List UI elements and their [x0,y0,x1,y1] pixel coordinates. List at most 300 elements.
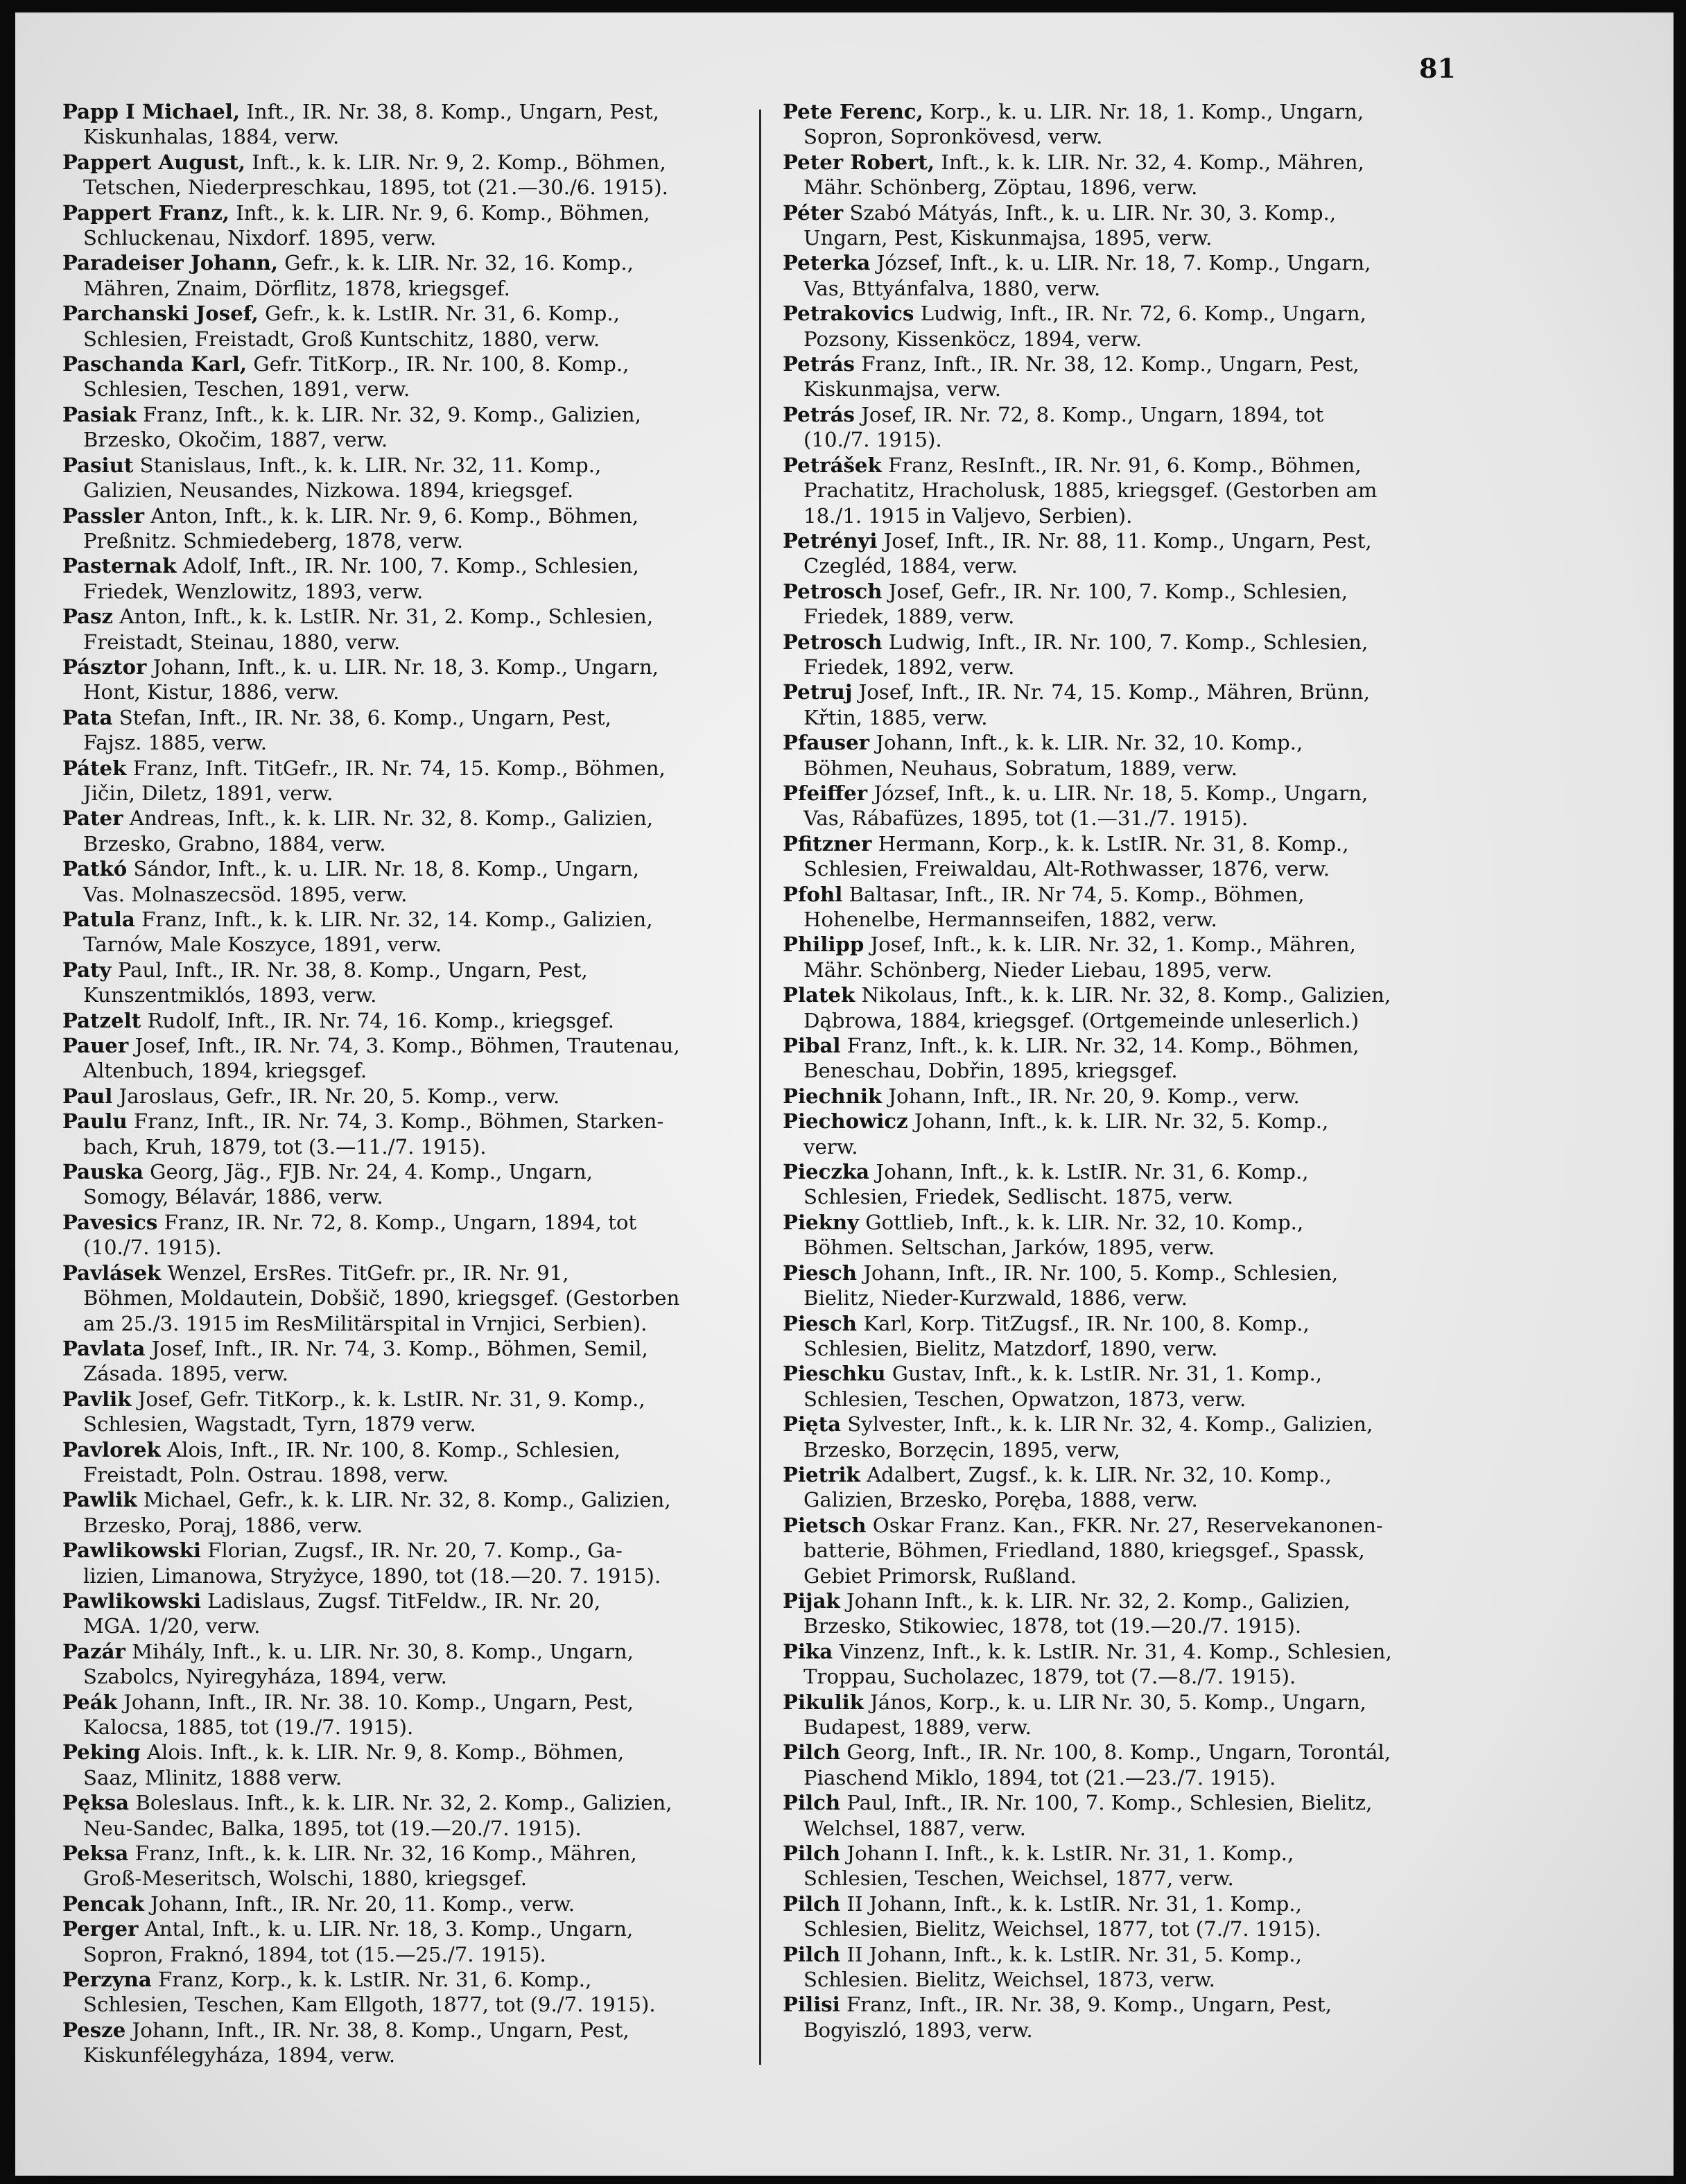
entry-details: Hermann, Korp., k. k. LstIR. Nr. 31, 8. Komp., [878,831,1349,856]
entry-details: Antal, Inft., k. u. LIR. Nr. 18, 3. Komp., Ungarn, [144,1917,634,1941]
entry-continuation: (10./7. 1915). [803,428,942,452]
list-entry [783,882,1483,933]
entry-first-line [62,705,763,730]
entry-first-line [783,1992,1483,2017]
entry-details: Gustav, Inft., k. k. LstIR. Nr. 31, 1. Komp., [892,1362,1323,1386]
entry-first-line [62,553,763,578]
entry-name: Pencak [62,1891,144,1916]
list-entry [783,630,1483,680]
entry-details: Franz, IR. Nr. 72, 8. Komp., Ungarn, 1894, tot [164,1210,637,1234]
list-entry [62,1538,763,1588]
list-entry [783,402,1483,453]
entry-first-line [783,99,1483,124]
entry-continuation: Böhmen, Moldautein, Dobšič, 1890, kriegsgef. (Gestorben [83,1286,680,1310]
entry-name: Piechowicz [783,1109,908,1134]
entry-details: János, Korp., k. u. LIR Nr. 30, 5. Komp., Ungarn, [870,1690,1366,1714]
entry-continuation: Mähr. Schönberg, Zöptau, 1896, verw. [803,175,1198,200]
entry-details: Franz, Korp., k. k. LstIR. Nr. 31, 6. Komp., [158,1968,592,1992]
entry-details: Inft., k. k. LIR. Nr. 32, 4. Komp., Mähren, [941,150,1364,174]
entry-first-line [783,1412,1483,1437]
entry-continuation: Somogy, Bélavár, 1886, verw. [83,1185,383,1209]
entry-first-line [783,200,1483,225]
entry-continuation: Freistadt, Poln. Ostrau. 1898, verw. [83,1462,449,1487]
entry-continuation: Zásada. 1895, verw. [83,1362,289,1386]
list-entry [783,982,1483,1033]
list-entry [783,1790,1483,1841]
entry-name: Pasiak [62,402,137,426]
list-entry [62,250,763,301]
entry-first-line [783,301,1483,326]
entry-details: Johann, Inft., k. k. LIR. Nr. 32, 5. Komp., [914,1109,1329,1134]
entry-details: Franz, ResInft., IR. Nr. 91, 6. Komp., Böhmen, [888,453,1362,477]
entry-name: Pęksa [62,1791,130,1815]
left-column [62,99,763,2068]
entry-name: Philipp [783,933,864,957]
entry-details: Oskar Franz. Kan., FKR. Nr. 27, Reservekanonen- [872,1513,1383,1537]
entry-name: Peksa [62,1841,129,1866]
entry-name: Pilch [783,1740,841,1765]
entry-details: Gefr. TitKorp., IR. Nr. 100, 8. Komp., [253,352,629,376]
list-entry [783,579,1483,630]
entry-first-line [62,200,763,225]
entry-name: Piesch [783,1311,858,1335]
entry-first-line [783,453,1483,478]
entry-continuation: Schlesien, Freiwaldau, Alt-Rothwasser, 1876, verw. [803,857,1330,881]
entry-continuation: Welchsel, 1887, verw. [803,1816,1026,1840]
entry-continuation: Brzesko, Stikowiec, 1878, tot (19.—20./7. 1915). [803,1614,1302,1638]
list-entry [783,679,1483,730]
entry-first-line [62,150,763,175]
entry-name: Pete Ferenc, [783,100,923,123]
entry-details: II Johann, Inft., k. k. LstIR. Nr. 31, 5. Komp., [846,1942,1302,1966]
entry-first-line [783,1210,1483,1235]
list-entry [783,1513,1483,1588]
entry-first-line [783,579,1483,604]
entry-name: Pauer [62,1034,129,1058]
entry-continuation: Friedek, Wenzlowitz, 1893, verw. [83,579,424,603]
entry-details: Korp., k. u. LIR. Nr. 18, 1. Komp., Ungarn, [930,100,1364,123]
entry-details: Franz, Inft., k. k. LIR. Nr. 32, 9. Komp., Galizien, [143,402,641,426]
entry-first-line [783,1588,1483,1613]
entry-name: Pater [62,806,123,831]
list-entry [62,1790,763,1841]
entry-name: Pilch [783,1841,841,1866]
entry-first-line [62,1487,763,1512]
entry-details: Gottlieb, Inft., k. k. LIR. Nr. 32, 10. Komp., [865,1210,1304,1234]
list-entry [783,150,1483,200]
entry-details: Nikolaus, Inft., k. k. LIR. Nr. 32, 8. Komp., Galizien, [861,983,1391,1007]
entry-name: Papp I Michael, [62,100,240,123]
list-entry [783,1639,1483,1690]
list-entry [62,705,763,756]
entry-first-line [783,1462,1483,1487]
entry-details: Mihály, Inft., k. u. LIR. Nr. 30, 8. Komp., Ungarn, [132,1639,634,1663]
list-entry [62,402,763,453]
document-page [15,12,1674,2176]
list-entry [62,604,763,655]
entry-name: Pawlikowski [62,1539,201,1563]
entry-first-line [783,352,1483,376]
entry-name: Pásztor [62,655,147,679]
entry-details: Sándor, Inft., k. u. LIR. Nr. 18, 8. Komp., Ungarn, [133,857,639,881]
entry-details: Ludwig, Inft., IR. Nr. 72, 6. Komp., Ungarn, [920,302,1366,326]
entry-name: Passler [62,503,144,528]
list-entry [62,1008,763,1033]
entry-details: Johann, Inft., IR. Nr. 100, 5. Komp., Schlesien, [863,1260,1339,1285]
list-entry [62,856,763,907]
list-entry [62,806,763,856]
entry-continuation: Altenbuch, 1894, kriegsgef. [83,1059,367,1083]
entry-first-line [62,1588,763,1613]
entry-details: Johann, Inft., IR. Nr. 20, 11. Komp., verw. [150,1891,575,1916]
list-entry [62,99,763,150]
entry-details: Josef, Inft., k. k. LIR. Nr. 32, 1. Komp., Mähren, [870,933,1356,957]
list-entry [783,528,1483,579]
entry-details: Josef, Inft., IR. Nr. 74, 15. Komp., Mähren, Brünn, [858,680,1371,704]
list-entry [62,200,763,251]
entry-first-line [783,781,1483,806]
entry-name: Pfitzner [783,831,872,856]
entry-name: Pilch [783,1891,841,1916]
list-entry [783,932,1483,982]
entry-name: Pavlata [62,1336,146,1360]
entry-details: Franz, Inft., IR. Nr. 74, 3. Komp., Böhmen, Starken- [133,1109,664,1134]
entry-details: Franz, Inft., IR. Nr. 38, 9. Komp., Ungarn, Pest, [846,1993,1332,2017]
entry-details: József, Inft., k. u. LIR. Nr. 18, 5. Komp., Ungarn, [874,781,1368,805]
entry-name: Pika [783,1639,833,1663]
list-entry [62,957,763,1008]
list-entry [62,1109,763,1159]
entry-continuation: Bogyiszló, 1893, verw. [803,2018,1033,2042]
entry-first-line [62,1790,763,1815]
list-entry [62,1159,763,1210]
entry-first-line [783,1891,1483,1916]
entry-details: Alois, Inft., IR. Nr. 100, 8. Komp., Schlesien, [167,1437,621,1462]
list-entry [62,1690,763,1740]
entry-continuation: Kiskunmajsa, verw. [803,377,1001,401]
entry-first-line [62,1109,763,1134]
entry-first-line [62,604,763,629]
entry-details: Stefan, Inft., IR. Nr. 38, 6. Komp., Ungarn, Pest, [119,705,611,729]
entry-first-line [783,402,1483,427]
entry-name: Petrényi [783,528,878,553]
entry-continuation: Tarnów, Male Koszyce, 1891, verw. [83,933,442,957]
entry-name: Pfeiffer [783,781,868,805]
list-entry [783,301,1483,352]
entry-name: Pilch [783,1791,841,1815]
entry-first-line [783,150,1483,175]
entry-name: Pavlik [62,1387,132,1411]
list-entry [783,250,1483,301]
entry-name: Pilch [783,1942,841,1966]
entry-continuation: Schlesien. Bielitz, Weichsel, 1873, verw. [803,1968,1215,1992]
list-entry [783,1260,1483,1311]
entry-continuation: Brzesko, Borzęcin, 1895, verw, [803,1437,1120,1462]
entry-name: Pilisi [783,1993,840,2017]
list-entry [62,1740,763,1790]
entry-continuation: Křtin, 1885, verw. [803,705,988,729]
entry-first-line [783,1639,1483,1664]
entry-details: József, Inft., k. u. LIR. Nr. 18, 7. Komp., Ungarn, [876,251,1371,275]
entry-details: Alois. Inft., k. k. LIR. Nr. 9, 8. Komp., Böhmen, [146,1740,625,1765]
entry-name: Patula [62,908,135,931]
entry-name: Piechnik [783,1084,883,1108]
entry-details: Gefr., k. k. LIR. Nr. 32, 16. Komp., [284,251,634,275]
entry-first-line [62,352,763,376]
list-entry [62,756,763,806]
entry-name: Pasternak [62,554,177,578]
entry-continuation: Hont, Kistur, 1886, verw. [83,680,340,704]
entry-first-line [783,1942,1483,1967]
entry-first-line [783,1361,1483,1386]
list-entry [783,1462,1483,1513]
entry-details: Josef, Inft., IR. Nr. 88, 11. Komp., Ungarn, Pest, [883,528,1372,553]
entry-name: Pfauser [783,731,870,755]
entry-name: Pata [62,705,113,729]
entry-details: Inft., k. k. LIR. Nr. 9, 2. Komp., Böhmen, [252,150,666,174]
list-entry [783,1588,1483,1639]
entry-name: Pieczka [783,1160,870,1184]
list-entry [62,2018,763,2068]
entry-details: Adolf, Inft., IR. Nr. 100, 7. Komp., Schlesien, [182,554,639,578]
entry-name: Piekny [783,1210,860,1234]
entry-first-line [62,907,763,932]
entry-continuation: 18./1. 1915 in Valjevo, Serbien). [803,503,1133,528]
list-entry [783,1084,1483,1109]
entry-first-line [783,831,1483,856]
entry-continuation: Böhmen. Seltschan, Jarków, 1895, verw. [803,1236,1215,1260]
entry-details: Georg, Jäg., FJB. Nr. 24, 4. Komp., Ungarn, [150,1160,593,1184]
entry-continuation: Böhmen, Neuhaus, Sobratum, 1889, verw. [803,756,1237,780]
list-entry [783,730,1483,781]
entry-name: Pavesics [62,1210,158,1234]
entry-continuation: Schlesien, Freistadt, Groß Kuntschitz, 1880, verw. [83,327,600,351]
entry-name: Peking [62,1740,141,1765]
entry-continuation: Kunszentmiklós, 1893, verw. [83,983,377,1007]
entry-details: Stanislaus, Inft., k. k. LIR. Nr. 32, 11. Komp., [139,453,602,477]
entry-details: Vinzenz, Inft., k. k. LstIR. Nr. 31, 4. Komp., Schlesien, [839,1639,1392,1663]
entry-continuation: Sopron, Sopronkövesd, verw. [803,125,1103,149]
list-entry [62,1210,763,1260]
entry-first-line [62,1841,763,1866]
entry-continuation: verw. [803,1134,858,1159]
list-entry [783,1942,1483,1993]
list-entry [62,907,763,957]
entry-name: Pawlikowski [62,1588,201,1613]
entry-first-line [783,882,1483,907]
entry-details: Josef, IR. Nr. 72, 8. Komp., Ungarn, 1894, tot [861,402,1324,426]
entry-name: Pibal [783,1034,841,1058]
entry-first-line [783,1513,1483,1538]
entry-name: Pięta [783,1412,841,1437]
entry-details: Franz, Inft., k. k. LIR. Nr. 32, 14. Komp., Galizien, [141,908,653,931]
entry-continuation: lizien, Limanowa, Stryżyce, 1890, tot (18.—20. 7. 1915). [83,1563,661,1588]
entry-first-line [62,1008,763,1033]
entry-continuation: MGA. 1/20, verw. [83,1614,261,1638]
entry-details: Josef, Gefr. TitKorp., k. k. LstIR. Nr. 31, 9. Komp., [137,1387,645,1411]
entry-details: Franz, Inft., k. k. LIR. Nr. 32, 16 Komp., Mähren, [134,1841,637,1866]
entry-name: Peter Robert, [783,150,935,174]
entry-details: Adalbert, Zugsf., k. k. LIR. Nr. 32, 10. Komp., [867,1462,1332,1487]
entry-details: Anton, Inft., k. k. LstIR. Nr. 31, 2. Komp., Schlesien, [119,605,654,629]
entry-name: Petrás [783,402,855,426]
entry-continuation: (10./7. 1915). [83,1236,222,1260]
entry-first-line [62,1538,763,1563]
entry-name: Pesze [62,2018,126,2042]
entry-continuation: Mähren, Znaim, Dörflitz, 1878, kriegsgef. [83,276,510,300]
list-entry [783,1159,1483,1210]
entry-details: Sylvester, Inft., k. k. LIR Nr. 32, 4. Komp., Galizien, [847,1412,1373,1437]
list-entry [783,1361,1483,1412]
entry-details: Wenzel, ErsRes. TitGefr. pr., IR. Nr. 91, [167,1260,569,1285]
entry-first-line [783,1790,1483,1815]
entry-details: Johann, Inft., IR. Nr. 38, 8. Komp., Ungarn, Pest, [132,2018,629,2042]
entry-details: Josef, Inft., IR. Nr. 74, 3. Komp., Böhmen, Semil, [151,1336,648,1360]
entry-first-line [62,1387,763,1412]
entry-details: Johann, Inft., k. k. LstIR. Nr. 31, 6. Komp., [876,1160,1309,1184]
entry-details: Jaroslaus, Gefr., IR. Nr. 20, 5. Komp., verw. [119,1084,560,1108]
entry-details: Franz, Inft., IR. Nr. 38, 12. Komp., Ungarn, Pest, [861,352,1359,376]
entry-details: Paul, Inft., IR. Nr. 38, 8. Komp., Ungarn, Pest, [117,957,588,982]
entry-name: Petrakovics [783,302,914,326]
entry-details: Inft., k. k. LIR. Nr. 9, 6. Komp., Böhmen, [236,200,650,225]
entry-continuation: Szabolcs, Nyiregyháza, 1894, verw. [83,1665,447,1689]
list-entry [62,655,763,705]
entry-details: Josef, Gefr., IR. Nr. 100, 7. Komp., Schlesien, [888,579,1348,603]
entry-continuation: Jičin, Diletz, 1891, verw. [83,781,333,805]
entry-first-line [62,1690,763,1715]
entry-first-line [783,1084,1483,1109]
list-entry [62,1916,763,1967]
entry-first-line [783,679,1483,704]
entry-continuation: Kiskunhalas, 1884, verw. [83,125,340,149]
list-entry [783,781,1483,831]
entry-first-line [62,503,763,528]
entry-details: Michael, Gefr., k. k. LIR. Nr. 32, 8. Komp., Galizien, [143,1488,671,1512]
list-entry [783,453,1483,528]
entry-details: Inft., IR. Nr. 38, 8. Komp., Ungarn, Pest, [246,100,659,123]
entry-first-line [62,1916,763,1941]
entry-continuation: Czegléd, 1884, verw. [803,554,1018,578]
entry-details: Szabó Mátyás, Inft., k. u. LIR. Nr. 30, 3. Komp., [849,200,1337,225]
entry-name: Pappert Franz, [62,200,229,225]
list-entry [62,553,763,604]
entry-details: Johann, Inft., IR. Nr. 20, 9. Komp., verw. [888,1084,1300,1108]
entry-continuation: Brzesko, Okočim, 1887, verw. [83,428,388,452]
entry-details: Franz, Inft., k. k. LIR. Nr. 32, 14. Komp., Böhmen, [846,1034,1359,1058]
entry-continuation: batterie, Böhmen, Friedland, 1880, kriegsgef., Spassk, [803,1539,1365,1563]
list-entry [783,1109,1483,1159]
entry-details: Rudolf, Inft., IR. Nr. 74, 16. Komp., kriegsgef. [147,1008,614,1032]
entry-first-line [783,730,1483,755]
list-entry [62,1967,763,2018]
entry-name: Pietsch [783,1513,867,1537]
entry-continuation: Galizien, Neusandes, Nizkowa. 1894, kriegsgef. [83,478,574,503]
entry-continuation: Bielitz, Nieder-Kurzwald, 1886, verw. [803,1286,1188,1310]
list-entry [62,150,763,200]
entry-continuation: Freistadt, Steinau, 1880, verw. [83,630,401,654]
entry-name: Patkó [62,857,128,881]
entry-name: Platek [783,983,855,1007]
entry-details: Johann I. Inft., k. k. LstIR. Nr. 31, 1. Komp., [846,1841,1294,1866]
entry-first-line [783,1033,1483,1058]
list-entry [783,1412,1483,1462]
entry-name: Pijak [783,1588,840,1613]
entry-continuation: Vas, Bttyánfalva, 1880, verw. [803,276,1101,300]
entry-details: Ladislaus, Zugsf. TitFeldw., IR. Nr. 20, [207,1588,601,1613]
list-entry [62,301,763,352]
list-entry [62,1487,763,1538]
column-divider [759,110,761,2065]
list-entry [783,1311,1483,1362]
entry-continuation: Kalocsa, 1885, tot (19./7. 1915). [83,1715,414,1739]
entry-continuation: Mähr. Schönberg, Nieder Liebau, 1895, verw. [803,957,1273,982]
entry-continuation: Vas. Molnaszecsöd. 1895, verw. [83,882,408,906]
entry-continuation: Ungarn, Pest, Kiskunmajsa, 1895, verw. [803,226,1213,250]
list-entry [62,1588,763,1639]
entry-name: Parchanski Josef, [62,302,259,326]
entry-name: Piesch [783,1260,858,1285]
entry-name: Perger [62,1917,139,1941]
entry-continuation: Schlesien, Teschen, Opwatzon, 1873, verw. [803,1387,1246,1411]
list-entry [62,352,763,402]
entry-name: Perzyna [62,1968,152,1992]
entry-continuation: Schlesien, Teschen, 1891, verw. [83,377,410,401]
entry-name: Péter [783,200,844,225]
entry-continuation: Tetschen, Niederpreschkau, 1895, tot (21.—30./6. 1915). [83,175,668,200]
entry-first-line [783,1109,1483,1134]
entry-continuation: Schlesien, Friedek, Sedlischt. 1875, verw. [803,1185,1234,1209]
entry-first-line [783,932,1483,957]
entry-details: Boleslaus. Inft., k. k. LIR. Nr. 32, 2. Komp., Galizien, [135,1791,672,1815]
entry-continuation: Piaschend Miklo, 1894, tot (21.—23./7. 1915). [803,1765,1276,1789]
entry-continuation: am 25./3. 1915 im ResMilitärspital in Vrnjici, Serbien). [83,1311,648,1335]
list-entry [783,1690,1483,1740]
entry-first-line [783,1690,1483,1715]
entry-name: Pawlik [62,1488,137,1512]
entry-continuation: Fajsz. 1885, verw. [83,731,267,755]
entry-name: Petrášek [783,453,882,477]
list-entry [62,1084,763,1109]
entry-name: Pauska [62,1160,144,1184]
entry-name: Pappert August, [62,150,246,174]
entry-first-line [783,982,1483,1007]
entry-continuation: Friedek, 1892, verw. [803,655,1015,679]
entry-continuation: Schlesien, Teschen, Kam Ellgoth, 1877, tot (9./7. 1915). [83,1993,656,2017]
entry-name: Pikulik [783,1690,864,1714]
entry-continuation: Pozsony, Kissenköcz, 1894, verw. [803,327,1142,351]
entry-first-line [62,1159,763,1184]
entry-first-line [62,856,763,881]
list-entry [62,1639,763,1690]
list-entry [783,1841,1483,1891]
entry-continuation: Saaz, Mlinitz, 1888 verw. [83,1765,342,1789]
list-entry [62,1387,763,1437]
entry-continuation: Brzesko, Poraj, 1886, verw. [83,1513,363,1537]
entry-continuation: Gebiet Primorsk, Rußland. [803,1563,1077,1588]
entry-continuation: Neu-Sandec, Balka, 1895, tot (19.—20./7. 1915). [83,1816,582,1840]
entry-continuation: Preßnitz. Schmiedeberg, 1878, verw. [83,528,464,553]
entry-details: Johann, Inft., k. u. LIR. Nr. 18, 3. Komp., Ungarn, [153,655,659,679]
entry-name: Pfohl [783,882,843,906]
entry-details: Josef, Inft., IR. Nr. 74, 3. Komp., Böhmen, Trautenau, [134,1034,680,1058]
entry-first-line [62,1891,763,1916]
list-entry [783,1740,1483,1790]
entry-name: Peák [62,1690,117,1714]
entry-name: Pasiut [62,453,134,477]
entry-continuation: Budapest, 1889, verw. [803,1715,1032,1739]
entry-first-line [62,1210,763,1235]
